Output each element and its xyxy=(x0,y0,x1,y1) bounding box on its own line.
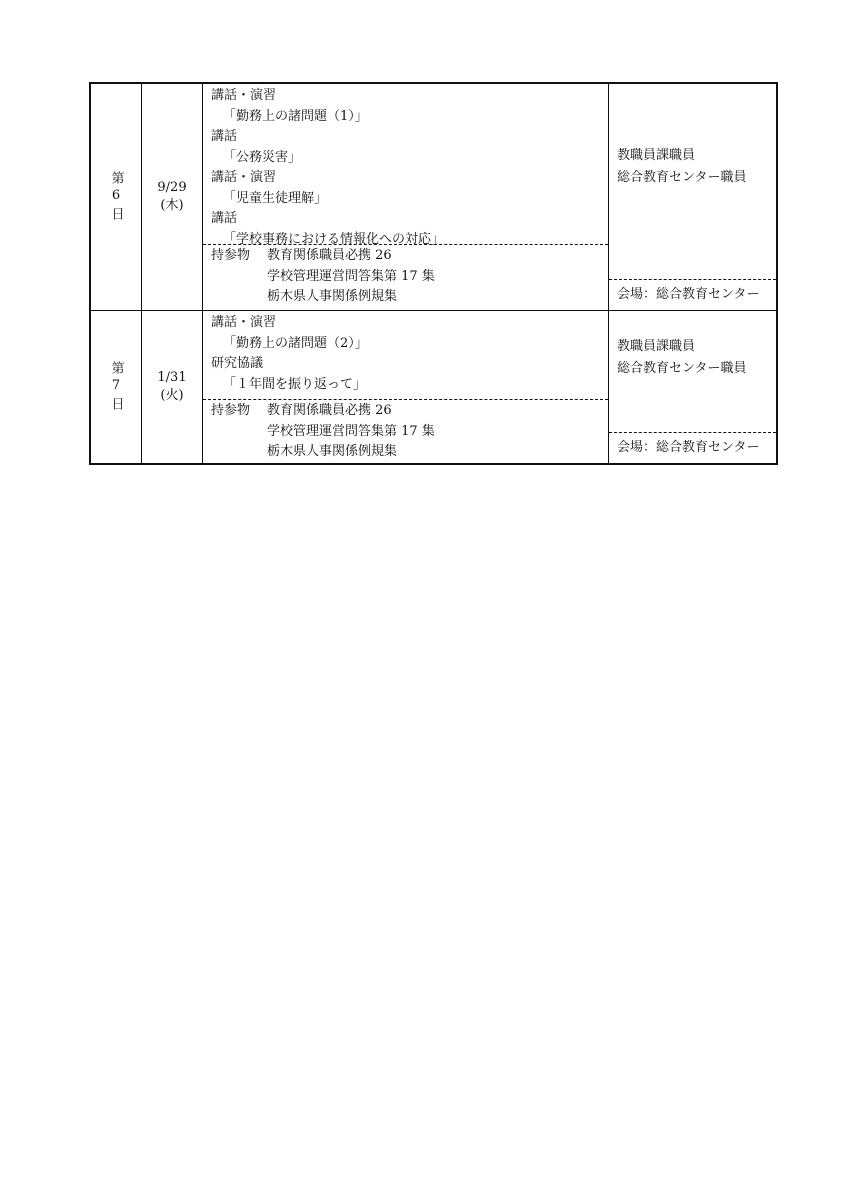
day-cell xyxy=(91,311,142,463)
staff-entry: 総合教育センター職員 xyxy=(617,360,747,376)
day-label: 第6日 xyxy=(108,170,124,224)
schedule-table xyxy=(89,82,778,465)
items-list xyxy=(267,246,435,308)
staff-cell xyxy=(609,84,776,310)
program-topic: 「勤務上の諸問題（1）」 xyxy=(223,108,368,124)
program-topic: 「公務災害」 xyxy=(223,149,302,165)
program-topic: 「勤務上の諸問題（2）」 xyxy=(223,335,368,351)
session-row-day6 xyxy=(91,84,776,310)
date-text: 1/31 xyxy=(157,370,187,385)
staff-entry: 教職員課職員 xyxy=(617,147,696,163)
staff-list xyxy=(609,84,776,279)
program-topic: 「１年間を振り返って」 xyxy=(223,376,367,392)
item-entry: 教育関係職員必携 26 xyxy=(267,248,392,263)
weekday-text: (火) xyxy=(160,388,184,403)
items-label: 持参物 xyxy=(211,403,251,418)
program-topic: 「児童生徒理解」 xyxy=(223,190,328,206)
staff-entry: 教職員課職員 xyxy=(617,338,696,354)
date-cell xyxy=(142,311,203,463)
program-heading: 講話 xyxy=(211,211,238,226)
item-entry: 教育関係職員必携 26 xyxy=(267,403,392,418)
item-entry: 栃木県人事関係例規集 xyxy=(267,444,398,459)
day-cell xyxy=(91,84,142,310)
date-cell xyxy=(142,84,203,310)
venue-text: 会場：総合教育センター xyxy=(609,279,776,310)
staff-list xyxy=(609,311,776,432)
program-heading: 研究協議 xyxy=(211,356,264,371)
content-cell xyxy=(203,311,609,463)
staff-entry: 総合教育センター職員 xyxy=(617,169,747,185)
date-text: 9/29 xyxy=(157,180,187,195)
program-heading: 講話 xyxy=(211,129,238,144)
day-label: 第7日 xyxy=(108,360,124,414)
staff-cell xyxy=(609,311,776,463)
item-entry: 栃木県人事関係例規集 xyxy=(267,289,398,304)
items-section xyxy=(203,399,608,463)
program-topic: 「学校事務における情報化への対応」 xyxy=(223,231,445,247)
items-section xyxy=(203,244,608,308)
session-row-day7 xyxy=(91,310,776,463)
program-heading: 講話・演習 xyxy=(211,88,277,103)
venue-text: 会場：総合教育センター xyxy=(609,432,776,463)
weekday-text: (木) xyxy=(160,198,184,213)
items-list xyxy=(267,401,435,463)
program-list xyxy=(203,311,608,399)
program-list xyxy=(203,84,608,247)
program-heading: 講話・演習 xyxy=(211,170,277,185)
content-cell xyxy=(203,84,609,310)
program-heading: 講話・演習 xyxy=(211,315,277,330)
item-entry: 学校管理運営問答集第 17 集 xyxy=(267,423,435,439)
items-label: 持参物 xyxy=(211,248,251,263)
item-entry: 学校管理運営問答集第 17 集 xyxy=(267,268,435,284)
